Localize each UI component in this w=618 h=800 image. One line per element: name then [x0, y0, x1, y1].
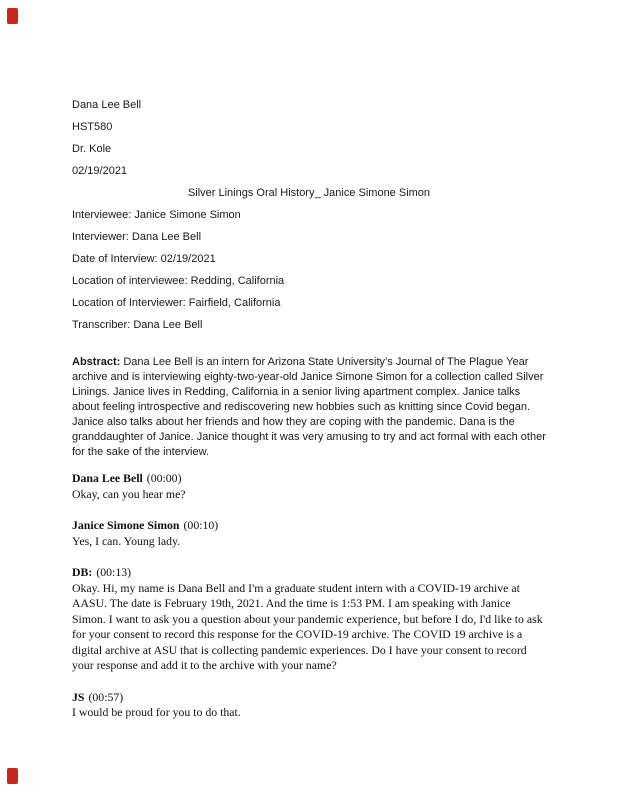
interviewee-line: Interviewee: Janice Simone Simon	[72, 209, 241, 221]
speaker-line	[72, 690, 546, 706]
instructor-name: Dr. Kole	[72, 143, 112, 155]
dialogue-block	[72, 690, 546, 721]
page-marker-bottom-icon	[7, 768, 18, 784]
speaker-line	[72, 565, 546, 581]
abstract-paragraph	[72, 355, 546, 460]
interviewer-line: Interviewer: Dana Lee Bell	[72, 231, 202, 243]
speech-text: Yes, I can. Young lady.	[72, 533, 181, 548]
document-content	[72, 0, 546, 737]
speech-timestamp: (00:00)	[146, 471, 182, 485]
transcriber-line: Transcriber: Dana Lee Bell	[72, 319, 203, 331]
document-date: 02/19/2021	[72, 165, 128, 177]
speech-timestamp: (00:57)	[88, 689, 124, 704]
interviewer-location-line: Location of Interviewer: Fairfield, California	[72, 297, 281, 309]
speech-text: Okay, can you hear me?	[72, 486, 186, 501]
speech-text: I would be proud for you to do that.	[72, 705, 241, 719]
speaker-name: JS	[72, 689, 85, 704]
dialogue-block	[72, 471, 546, 502]
speaker-name: Janice Simone Simon	[72, 518, 180, 532]
author-name: Dana Lee Bell	[72, 99, 142, 111]
course-code: HST580	[72, 121, 113, 133]
interviewee-location-line: Location of interviewee: Redding, California	[72, 275, 285, 287]
speaker-name: DB:	[72, 565, 93, 579]
dialogue-section	[72, 471, 546, 721]
abstract-text: Dana Lee Bell is an intern for Arizona State University’s Journal of The Plague Year archive and is interviewing eighty-two-year-old Janice Simone Simon for a collection called Silver Linings. Janice lives in Redding, California in a senior living apartment complex. Janice talks about feeling introspective and rediscovering new hobbies such as knitting since Covid began. Janice also talks about her friends and how they are coping with the pandemic. Dana is the granddaughter of Janice. Janice thought it was very amusing to try and act formal with each other for the sake of the interview.	[72, 356, 546, 458]
dialogue-block	[72, 565, 546, 674]
speech-text: Okay. Hi, my name is Dana Bell and I'm a graduate student intern with a COVID-19 archive at AASU. The date is February 19th, 2021. And the time is 1:53 PM. I am speaking with Janice Simon. I want to ask you a question about your pandemic experience, but before I do, I'd like to ask for your consent to record this response for the COVID-19 archive. The COVID 19 archive is a digital archive at ASU that is collecting pandemic experiences. Do I have your consent to record your response and add it to the archive with your name?	[72, 580, 543, 672]
speech-timestamp: (00:13)	[96, 565, 132, 579]
speaker-name: Dana Lee Bell	[72, 471, 143, 485]
dialogue-block	[72, 518, 546, 549]
speaker-line	[72, 471, 546, 487]
speaker-line	[72, 518, 546, 534]
speech-timestamp: (00:10)	[183, 518, 219, 532]
interview-date-line: Date of Interview: 02/19/2021	[72, 253, 216, 265]
document-title: Silver Linings Oral History_ Janice Simone Simon	[187, 187, 431, 199]
page-marker-top-icon	[7, 8, 18, 24]
abstract-label: Abstract:	[72, 356, 121, 368]
